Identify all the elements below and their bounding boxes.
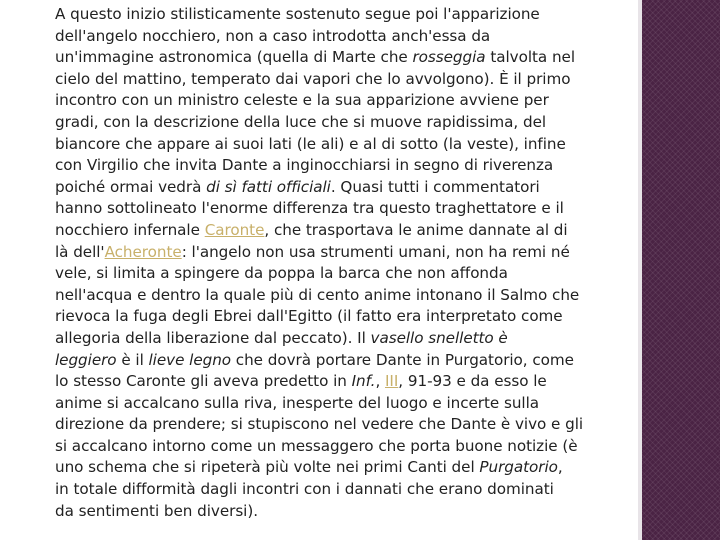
text-line [55,69,630,91]
text-segment: vele, si limita a spingere da poppa la barca che non affonda [55,264,508,283]
text-segment: da sentimenti ben diversi). [55,501,259,520]
text-segment: là dell' [55,242,105,261]
text-line [55,4,630,26]
text-segment: dell'angelo nocchiero, non a caso introdotta anch'essa da [55,26,491,45]
italic-text: leggiero [55,350,117,369]
text-line [55,155,630,177]
text-segment: è il [116,350,149,369]
text-line [55,177,630,199]
text-line [55,263,630,285]
text-line [55,26,630,48]
text-segment: biancore che appare ai suoi lati (le ali) e al di sotto (la veste), infine [55,134,566,153]
text-line [55,242,630,264]
text-line [55,285,630,307]
text-line [55,501,630,523]
text-line [55,393,630,415]
text-segment: allegoria della liberazione dal peccato). Il [55,328,371,347]
hyperlink[interactable]: Caronte [204,220,265,239]
italic-text: di sì fatti officiali [206,177,331,196]
text-line [55,457,630,479]
text-line [55,371,630,393]
text-segment: , 91-93 e da esso le [398,372,547,391]
text-segment: si accalcano intorno come un messaggero che porta buone notizie (è [55,436,578,455]
text-segment: : l'angelo non usa strumenti umani, non ha remi né [181,242,570,261]
italic-text: rosseggia [412,48,486,67]
decorative-sidebar [642,0,720,540]
text-segment: un'immagine astronomica (quella di Marte che [55,48,413,67]
text-line [55,134,630,156]
text-segment: hanno sottolineato l'enorme differenza tra questo traghettatore e il [55,199,564,218]
text-segment: uno schema che si ripeterà più volte nei primi Canti del [55,458,480,477]
text-segment: direzione da prendere; si stupiscono nel vedere che Dante è vivo e gli [55,415,584,434]
text-segment: . Quasi tutti i commentatori [330,177,540,196]
text-line [55,306,630,328]
text-segment: lo stesso Caronte gli aveva predetto in [55,372,352,391]
italic-text: Inf. [351,372,376,391]
text-segment: rievoca la fuga degli Ebrei dall'Egitto (il fatto era interpretato come [55,307,563,326]
italic-text: vasello snelletto è [370,328,508,347]
text-line [55,220,630,242]
hyperlink[interactable]: III [385,372,399,391]
body-text [55,4,630,522]
hyperlink[interactable]: Acheronte [104,242,182,261]
text-segment: nocchiero infernale [55,220,205,239]
text-segment: gradi, con la descrizione della luce che si muove rapidissima, del [55,112,547,131]
text-line [55,479,630,501]
text-line [55,414,630,436]
text-segment: A questo inizio stilisticamente sostenuto segue poi l'apparizione [55,5,540,23]
text-line [55,328,630,350]
text-segment: che dovrà portare Dante in Purgatorio, come [231,350,574,369]
text-line [55,112,630,134]
text-segment: incontro con un ministro celeste e la sua apparizione avviene per [55,91,549,110]
text-segment: nell'acqua e dentro la quale più di cento anime intonano il Salmo che [55,285,580,304]
text-segment: in totale difformità dagli incontri con i dannati che erano dominati [55,480,554,499]
text-segment: poiché ormai vedrà [55,177,207,196]
text-segment: cielo del mattino, temperato dai vapori che lo avvolgono). È il primo [55,69,571,88]
text-line [55,198,630,220]
text-segment: anime si accalcano sulla riva, inesperte del luogo e incerte sulla [55,393,539,412]
text-segment: , che trasportava le anime dannate al di [264,220,568,239]
italic-text: Purgatorio [479,458,558,477]
text-segment: , [557,458,563,477]
text-segment: , [375,372,385,391]
text-line [55,436,630,458]
text-line [55,90,630,112]
text-segment: con Virgilio che invita Dante a inginocchiarsi in segno di riverenza [55,156,554,175]
text-segment: talvolta nel [485,48,575,67]
text-line [55,47,630,69]
text-line [55,350,630,372]
italic-text: lieve legno [148,350,232,369]
